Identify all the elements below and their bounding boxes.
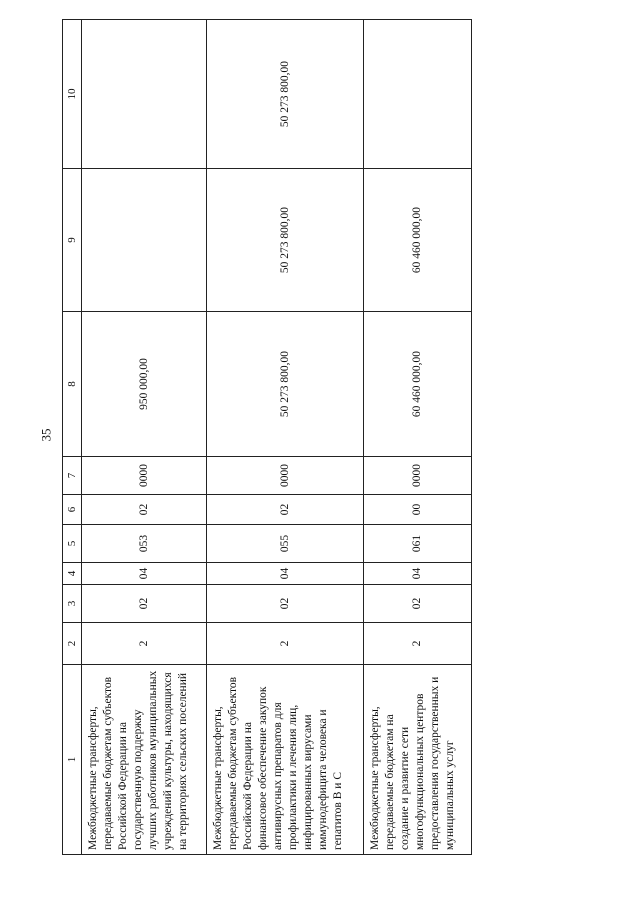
cell-amount-10 [82, 20, 207, 169]
column-header: 10 [63, 20, 82, 169]
cell-amount-8: 950 000,00 [82, 312, 207, 457]
cell-code-5: 055 [206, 525, 363, 563]
cell-code-2: 2 [82, 623, 207, 665]
column-header: 6 [63, 495, 82, 525]
row-description: Межбюджетные трансферты, передаваемые бюджетам субъектов Российской Федерации на финансовое обеспечение закупок антивирусных препаратов для профилактики и лечения лиц, инфицированных вирусами иммунодефицита человека и гепатитов В и С [206, 665, 363, 855]
cell-amount-9 [82, 169, 207, 312]
table-row [206, 20, 363, 855]
cell-code-7: 0000 [363, 457, 471, 495]
cell-code-4: 04 [363, 563, 471, 585]
column-header: 7 [63, 457, 82, 495]
cell-code-3: 02 [82, 585, 207, 623]
cell-amount-9: 50 273 800,00 [206, 169, 363, 312]
cell-code-5: 061 [363, 525, 471, 563]
budget-table [62, 19, 472, 855]
page-number: 35 [38, 428, 54, 442]
row-description: Межбюджетные трансферты, передаваемые бюджетам на создание и развитие сети многофункциональных центров предоставления государственных и муниципальных услуг [363, 665, 471, 855]
column-header: 2 [63, 623, 82, 665]
cell-code-2: 2 [363, 623, 471, 665]
cell-code-6: 02 [82, 495, 207, 525]
cell-amount-8: 60 460 000,00 [363, 312, 471, 457]
cell-code-5: 053 [82, 525, 207, 563]
cell-code-6: 00 [363, 495, 471, 525]
cell-code-3: 02 [206, 585, 363, 623]
row-description: Межбюджетные трансферты, передаваемые бюджетам субъектов Российской Федерации на государственную поддержку лучших работников муниципальных учреждений культуры, находящихся на территориях сельских поселений [82, 665, 207, 855]
column-header: 3 [63, 585, 82, 623]
cell-code-6: 02 [206, 495, 363, 525]
budget-table-sheet [62, 20, 472, 855]
cell-code-7: 0000 [82, 457, 207, 495]
cell-amount-10 [363, 20, 471, 169]
column-header: 4 [63, 563, 82, 585]
column-header: 8 [63, 312, 82, 457]
cell-amount-9: 60 460 000,00 [363, 169, 471, 312]
table-row [82, 20, 207, 855]
cell-code-3: 02 [363, 585, 471, 623]
table-header-row [63, 20, 82, 855]
table-row [363, 20, 471, 855]
cell-code-4: 04 [206, 563, 363, 585]
column-header: 5 [63, 525, 82, 563]
cell-code-2: 2 [206, 623, 363, 665]
cell-amount-8: 50 273 800,00 [206, 312, 363, 457]
column-header: 9 [63, 169, 82, 312]
cell-amount-10: 50 273 800,00 [206, 20, 363, 169]
cell-code-7: 0000 [206, 457, 363, 495]
cell-code-4: 04 [82, 563, 207, 585]
column-header: 1 [63, 665, 82, 855]
